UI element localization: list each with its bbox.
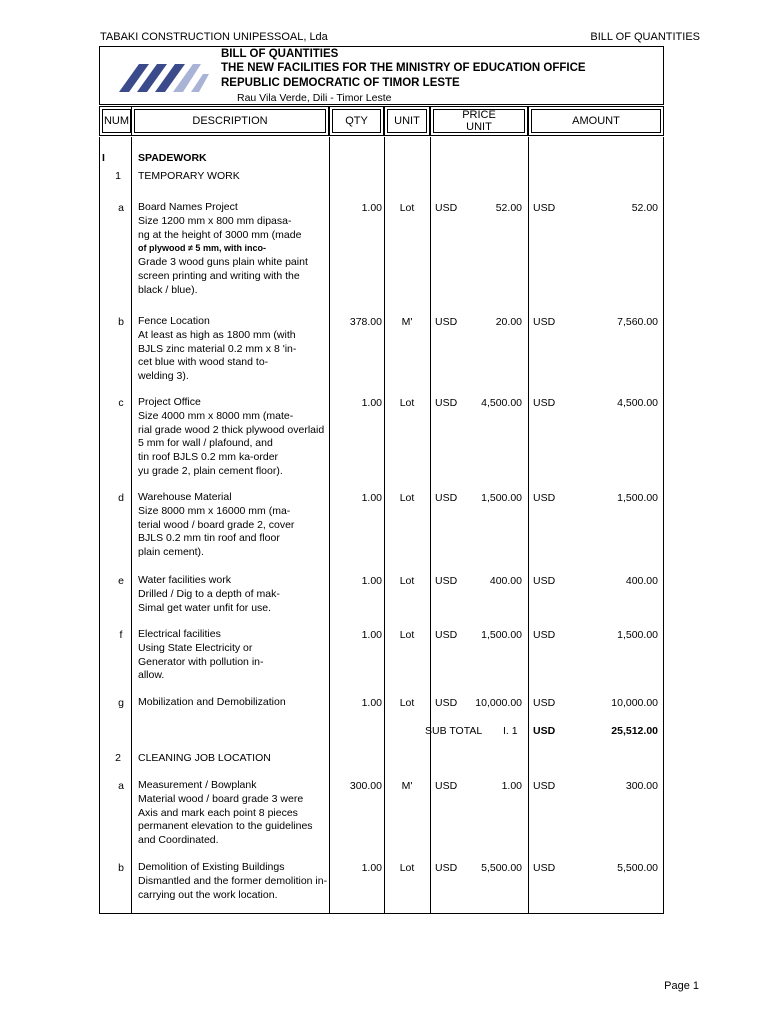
desc-line: Mobilization and Demobilization [138,696,286,708]
item-currency: USD [435,780,458,792]
desc-line: 5 mm for wall / plafound, and [138,437,273,450]
desc-line: Water facilities work [138,574,231,586]
item-amount: 300.00 [625,780,658,792]
item-description [138,779,313,848]
desc-line: plain cement). [138,546,204,559]
item-qty: 1.00 [361,202,382,214]
desc-line: screen printing and writing with the [138,269,300,282]
table-rule-unit [430,137,431,914]
table-rule-desc [329,137,330,914]
desc-line: and Coordinated. [138,834,219,847]
desc-line: Board Names Project [138,201,238,213]
table-rule-num [131,137,132,914]
item-unit: Lot [399,492,415,504]
col-price-label: PRICE [462,109,496,121]
table-border-left [99,137,100,914]
item-amount: 5,500.00 [617,862,658,874]
desc-line: Size 8000 mm x 16000 mm (ma- [138,504,291,517]
item-amount-currency: USD [533,316,556,328]
subtotal-currency: USD [533,725,556,737]
table-rule-qty [384,137,385,914]
desc-line: tin roof BJLS 0.2 mm ka-order [138,451,279,464]
subtotal-label: SUB TOTAL [425,725,483,737]
section-num: I [102,152,105,164]
item-qty: 378.00 [349,316,382,328]
header-project: THE NEW FACILITIES FOR THE MINISTRY OF EDUCATION OFFICE [221,62,586,74]
desc-line: Size 1200 mm x 800 mm dipasa- [138,214,292,227]
header-address: Rau Vila Verde, Dili - Timor Leste [237,92,392,104]
desc-line: BJLS zinc material 0.2 mm x 8 'in- [138,342,297,355]
item-price: 20.00 [495,316,522,328]
group2-num: 2 [115,752,121,764]
desc-line: terial wood / board grade 2, cover [138,518,295,531]
group1-title: TEMPORARY WORK [138,170,240,182]
desc-line: Fence Location [138,315,210,327]
item-amount: 400.00 [625,575,658,587]
item-unit: Lot [399,697,415,709]
desc-line: Project Office [138,396,201,408]
item-amount-currency: USD [533,575,556,587]
group1-num: 1 [115,170,121,182]
item-qty: 1.00 [361,697,382,709]
item-unit: M' [401,316,413,328]
desc-line: Axis and mark each point 8 pieces [138,806,298,819]
item-amount-currency: USD [533,862,556,874]
item-currency: USD [435,202,458,214]
item-unit: Lot [399,862,415,874]
item-num: b [118,862,124,874]
page-number: Page 1 [664,980,699,992]
item-price: 400.00 [489,575,522,587]
item-num: d [118,492,124,504]
item-description [138,491,294,560]
item-description [138,315,296,384]
item-amount-currency: USD [533,397,556,409]
desc-line: Warehouse Material [138,491,232,503]
item-price: 52.00 [495,202,522,214]
col-qty-header: QTY [329,106,384,136]
desc-line: Generator with pollution in- [138,655,264,668]
item-price: 1,500.00 [481,629,522,641]
desc-line: Dismantled and the former demolition in- [138,874,328,887]
desc-line: yu grade 2, plain cement floor). [138,464,283,477]
item-price: 4,500.00 [481,397,522,409]
desc-line: Electrical facilities [138,628,221,640]
item-price: 1,500.00 [481,492,522,504]
item-amount: 52.00 [631,202,658,214]
item-price: 5,500.00 [481,862,522,874]
item-description [138,696,286,710]
desc-line: Simal get water unfit for use. [138,601,272,614]
item-currency: USD [435,316,458,328]
item-unit: Lot [399,575,415,587]
item-qty: 1.00 [361,575,382,587]
desc-line: allow. [138,669,165,682]
item-price: 10,000.00 [475,697,522,709]
item-currency: USD [435,862,458,874]
item-unit: Lot [399,397,415,409]
table-rule-price [528,137,529,914]
company-logo-icon [119,60,214,94]
subtotal-amount: 25,512.00 [611,725,658,737]
item-description [138,396,324,479]
item-qty: 1.00 [361,397,382,409]
header-title: BILL OF QUANTITIES [221,48,339,60]
item-currency: USD [435,697,458,709]
desc-line: Drilled / Dig to a depth of mak- [138,587,280,600]
desc-line: Measurement / Bowplank [138,779,257,791]
item-num: a [118,780,124,792]
desc-line: welding 3). [138,370,189,383]
header-country: REPUBLIC DEMOCRATIC OF TIMOR LESTE [221,77,460,89]
desc-line: ng at the height of 3000 mm (made [138,228,302,241]
item-amount: 7,560.00 [617,316,658,328]
desc-line: Grade 3 wood guns plain white paint [138,256,308,269]
col-unit-label: UNIT [466,121,492,133]
item-num: a [118,202,124,214]
table-border-right [663,137,664,914]
item-currency: USD [435,492,458,504]
item-amount-currency: USD [533,202,556,214]
item-currency: USD [435,575,458,587]
desc-line: permanent elevation to the guidelines [138,820,313,833]
item-description [138,861,327,902]
desc-line: black / blue). [138,283,198,296]
desc-line: At least as high as 1800 mm (with [138,328,296,341]
item-amount: 1,500.00 [617,492,658,504]
desc-line: Material wood / board grade 3 were [138,792,304,805]
item-qty: 300.00 [349,780,382,792]
desc-line: of plywood ≠ 5 mm, with inco- [138,243,266,254]
document-label: BILL OF QUANTITIES [590,31,700,43]
item-num: b [118,316,124,328]
col-price-unit-header [430,106,528,136]
company-name: TABAKI CONSTRUCTION UNIPESSOAL, Lda [100,31,328,43]
desc-line: rial grade wood 2 thick plywood overlaid [138,423,325,436]
item-description [138,574,280,615]
item-amount: 4,500.00 [617,397,658,409]
col-num-header: NUM [99,106,134,136]
item-unit: Lot [399,629,415,641]
desc-line: Size 4000 mm x 8000 mm (mate- [138,409,294,422]
item-num: g [118,697,124,709]
item-unit: M' [401,780,413,792]
table-border-bottom [99,913,664,914]
desc-line: carrying out the work location. [138,888,278,901]
item-description [138,628,263,683]
item-description [138,201,308,298]
item-unit: Lot [399,202,415,214]
col-amount-header: AMOUNT [528,106,664,136]
desc-line: cet blue with wood stand to- [138,356,269,369]
section-title: SPADEWORK [138,152,207,164]
item-qty: 1.00 [361,629,382,641]
item-amount: 10,000.00 [611,697,658,709]
subtotal-ref: I. 1 [503,725,518,737]
item-num: f [119,629,123,641]
item-amount-currency: USD [533,629,556,641]
item-qty: 1.00 [361,862,382,874]
col-unit-header: UNIT [384,106,430,136]
desc-line: Demolition of Existing Buildings [138,861,285,873]
item-num: c [118,397,124,409]
item-num: e [118,575,124,587]
item-amount-currency: USD [533,697,556,709]
item-currency: USD [435,629,458,641]
item-price: 1.00 [501,780,522,792]
item-currency: USD [435,397,458,409]
item-amount: 1,500.00 [617,629,658,641]
item-qty: 1.00 [361,492,382,504]
desc-line: BJLS 0.2 mm tin roof and floor [138,532,280,545]
col-description-header: DESCRIPTION [131,106,329,136]
group2-title: CLEANING JOB LOCATION [138,752,271,764]
item-amount-currency: USD [533,492,556,504]
desc-line: Using State Electricity or [138,641,253,654]
item-amount-currency: USD [533,780,556,792]
